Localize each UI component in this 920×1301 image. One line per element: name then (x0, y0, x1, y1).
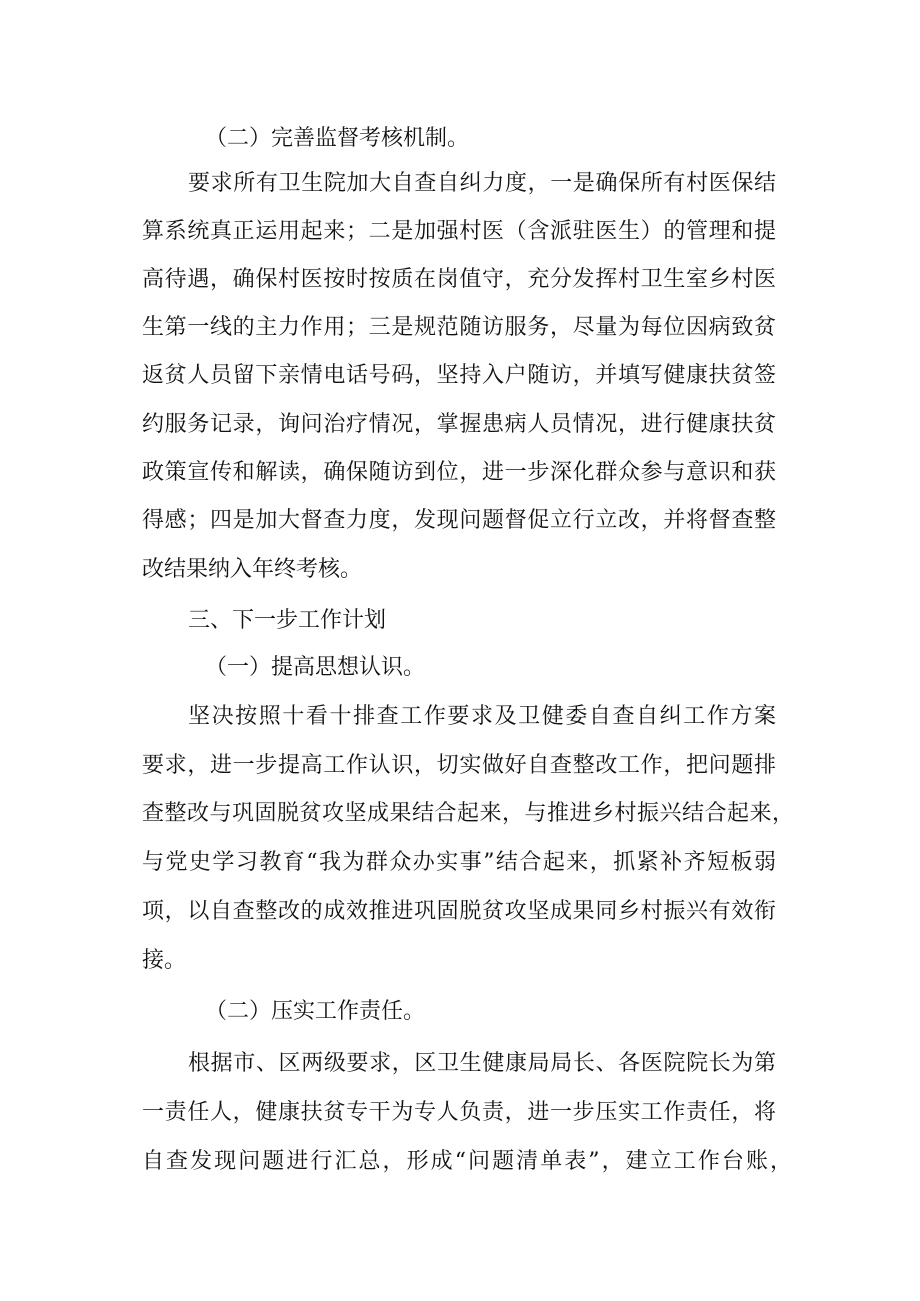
paragraph-line: 自查发现问题进行汇总，形成“问题清单表”，建立工作台账， (142, 1149, 792, 1174)
paragraph-line: 要求，进一步提高工作认识，切实做好自查整改工作，把问题排 (142, 753, 776, 778)
paragraph-line: 算系统真正运用起来；二是加强村医（含派驻医生）的管理和提 (142, 219, 776, 244)
paragraph-line: 改结果纳入年终考核。 (142, 557, 363, 582)
paragraph-line: 政策宣传和解读，确保随访到位，进一步深化群众参与意识和获 (142, 460, 776, 485)
paragraph-line: 返贫人员留下亲情电话号码，坚持入户随访，并填写健康扶贫签 (142, 363, 776, 388)
paragraph-line: 约服务记录，询问治疗情况，掌握患病人员情况，进行健康扶贫 (142, 412, 776, 437)
paragraph-line: 得感；四是加大督查力度，发现问题督促立行立改，并将督查整 (142, 508, 776, 533)
heading-improve-supervision: （二）完善监督考核机制。 (205, 126, 470, 151)
paragraph-line: 接。 (142, 948, 187, 973)
paragraph-line: 生第一线的主力作用；三是规范随访服务，尽量为每位因病致贫 (142, 315, 776, 340)
heading-raise-awareness: （一）提高思想认识。 (205, 655, 426, 680)
paragraph-line: 要求所有卫生院加大自查自纠力度，一是确保所有村医保结 (188, 171, 776, 196)
paragraph-line: 根据市、区两级要求，区卫生健康局局长、各医院院长为第 (188, 1051, 776, 1076)
paragraph-line: 一责任人，健康扶贫专干为专人负责，进一步压实工作责任，将 (142, 1100, 776, 1125)
paragraph-line: 高待遇，确保村医按时按质在岗值守，充分发挥村卫生室乡村医 (142, 267, 776, 292)
paragraph-line: 项，以自查整改的成效推进巩固脱贫攻坚成果同乡村振兴有效衔 (142, 899, 776, 924)
heading-consolidate-responsibility: （二）压实工作责任。 (205, 999, 426, 1024)
paragraph-line: 查整改与巩固脱贫攻坚成果结合起来，与推进乡村振兴结合起来， (142, 801, 794, 826)
paragraph-line: 与党史学习教育“我为群众办实事”结合起来，抓紧补齐短板弱 (142, 850, 776, 875)
paragraph-line: 坚决按照十看十排查工作要求及卫健委自查自纠工作方案 (188, 704, 776, 729)
heading-next-step-plan: 三、下一步工作计划 (188, 608, 387, 633)
